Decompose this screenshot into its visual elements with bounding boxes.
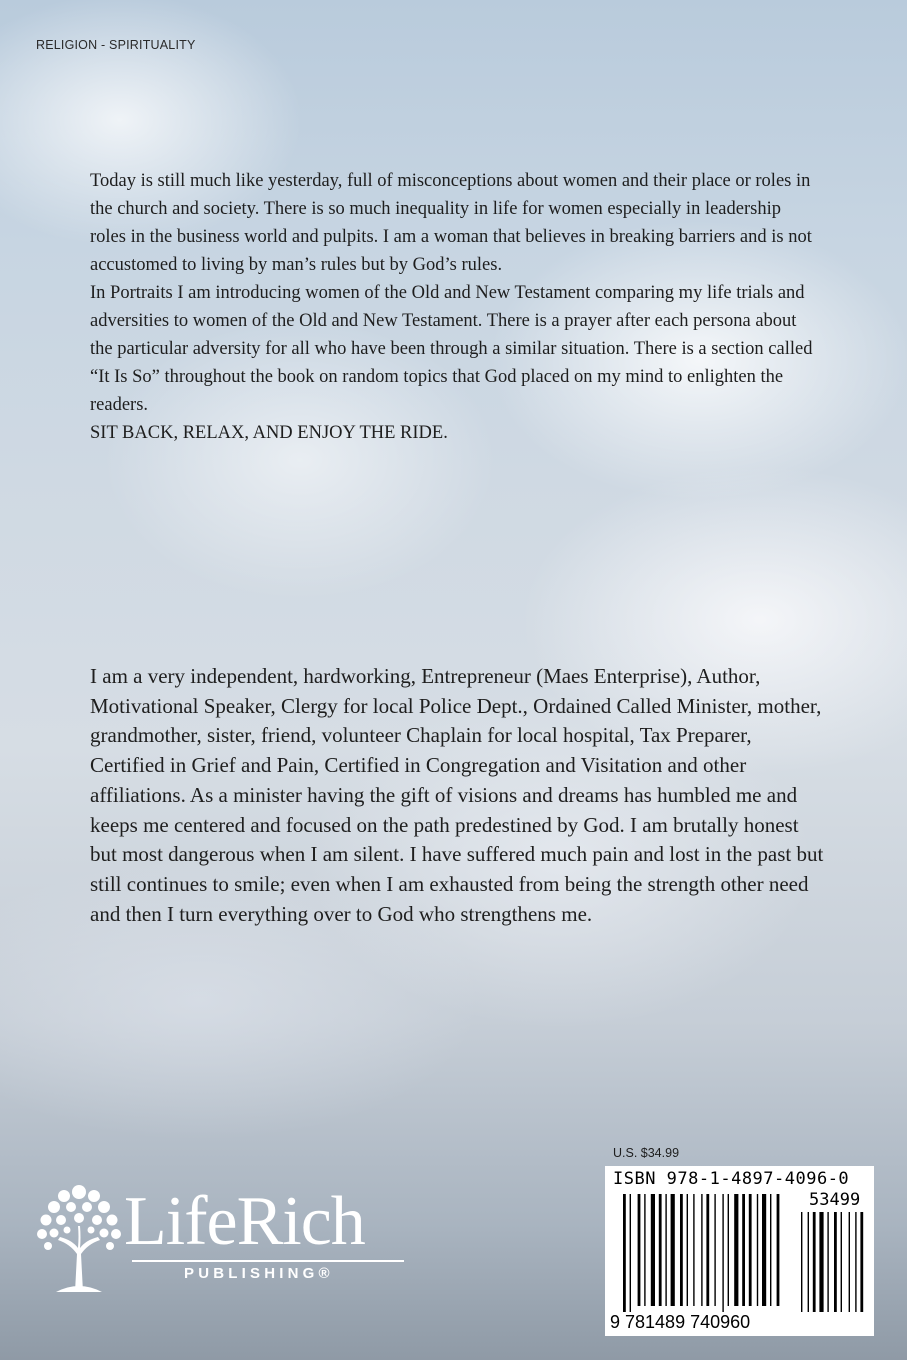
barcode-bar xyxy=(623,1194,626,1312)
barcode-bar xyxy=(638,1194,641,1306)
barcode-bar xyxy=(757,1194,758,1306)
publisher-logo xyxy=(34,1180,414,1300)
barcode-bar xyxy=(659,1194,662,1306)
barcode-bar xyxy=(734,1194,738,1306)
addon-bar xyxy=(819,1212,823,1312)
book-description xyxy=(90,167,820,447)
tree-logo-icon xyxy=(34,1180,124,1295)
barcode-bar xyxy=(680,1194,683,1306)
barcode-bar xyxy=(728,1194,729,1306)
isbn-number: ISBN 978-1-4897-4096-0 xyxy=(613,1169,850,1189)
addon-bar xyxy=(808,1212,809,1312)
addon-bar xyxy=(834,1212,837,1312)
barcode-bars xyxy=(605,1166,874,1336)
addon-bar xyxy=(860,1212,863,1312)
addon-bar xyxy=(813,1212,816,1312)
addon-bar xyxy=(849,1212,850,1312)
barcode-bar xyxy=(693,1194,694,1306)
barcode-bar xyxy=(706,1194,709,1306)
price-label: U.S. $34.99 xyxy=(613,1146,680,1160)
barcode-bar xyxy=(701,1194,702,1306)
price-code: 53499 xyxy=(809,1190,861,1210)
barcode-bar xyxy=(687,1194,688,1306)
barcode-bar xyxy=(665,1194,666,1306)
barcode-bar xyxy=(630,1194,631,1312)
barcode-bar xyxy=(777,1194,780,1306)
barcode-bar xyxy=(770,1194,771,1306)
barcode-bar xyxy=(671,1194,675,1306)
description-closing: SIT BACK, RELAX, AND ENJOY THE RIDE. xyxy=(90,423,448,443)
publisher-subtitle: PUBLISHING® xyxy=(184,1265,334,1282)
barcode-bar xyxy=(722,1194,723,1312)
barcode-bar xyxy=(742,1194,745,1306)
barcode-bar xyxy=(651,1194,655,1306)
logo-divider xyxy=(132,1260,404,1262)
barcode-bar xyxy=(644,1194,645,1306)
ean-digits: 9 781489 740960 xyxy=(610,1312,751,1332)
barcode-bar xyxy=(714,1194,715,1306)
addon-bar xyxy=(841,1212,842,1312)
description-paragraph-2: In Portraits I am introducing women of the Old and New Testament comparing my life trials and adversities to women of the Old and New Testament. There is a prayer after each persona about the particular adversity for all who have been through a similar situation. There is a section called “It Is So” throughout the book on random topics that God placed on my mind to enlighten the readers. xyxy=(90,283,813,415)
author-bio: I am a very independent, hardworking, Entrepreneur (Maes Enterprise), Author, Motivational Speaker, Clergy for local Police Dept., Ordained Called Minister, mother, grandmother, sister, friend, volunteer Chaplain for local hospital, Tax Preparer, Certified in Grief and Pain, Certified in Congregation and Visitation and other affiliations. As a minister having the gift of visions and dreams has humbled me and keeps me centered and focused on the path predestined by God. I am brutally honest but most dangerous when I am silent. I have suffered much pain and lost in the past but still continues to smile; even when I am exhausted from being the strength other need and then I turn everything over to God who strengthens me. xyxy=(90,664,824,926)
addon-bar xyxy=(855,1212,856,1312)
isbn-barcode xyxy=(605,1166,874,1336)
addon-bar xyxy=(827,1212,828,1312)
publisher-name: LifeRich xyxy=(124,1183,365,1260)
barcode-bar xyxy=(749,1194,752,1306)
description-paragraph-1: Today is still much like yesterday, full of misconceptions about women and their place or roles in the church and society. There is so much inequality in life for women especially in leadership roles in the business world and pulpits. I am a woman that believes in breaking barriers and is not accustomed to living by man’s rules but by God’s rules. xyxy=(90,171,812,275)
category-label: RELIGION - SPIRITUALITY xyxy=(36,38,196,52)
barcode-bar xyxy=(762,1194,766,1306)
addon-bar xyxy=(801,1212,802,1312)
